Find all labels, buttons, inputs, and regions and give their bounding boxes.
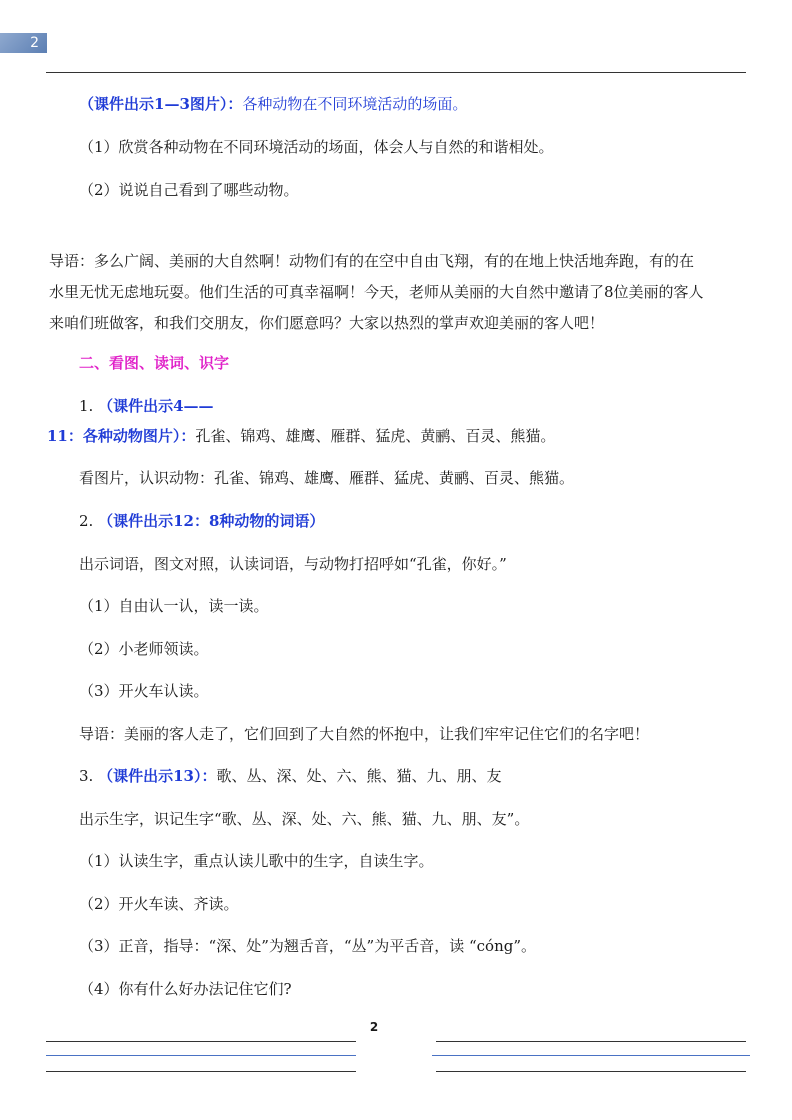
step-2-title: 2. （课件出示12：8种动物的词语） xyxy=(79,512,325,530)
step-3-desc: 出示生字，识记生字“歌、丛、深、处、六、熊、猫、九、朋、友”。 xyxy=(79,810,530,828)
footer-rule-left-top xyxy=(46,1041,356,1042)
step-1-recognize: 看图片，认识动物：孔雀、锦鸡、雄鹰、雁群、猛虎、黄鹂、百灵、熊猫。 xyxy=(79,469,575,487)
step-2-item-3: （3）开火车认读。 xyxy=(79,682,209,700)
step-3-item-1: （1）认读生字，重点认读儿歌中的生字，自读生字。 xyxy=(79,852,434,870)
footer-page-number: 2 xyxy=(369,1020,379,1034)
intro-line-1: 导语：多么广阔、美丽的大自然啊！动物们有的在空中自由飞翔，有的在地上快活地奔跑，有的在 xyxy=(49,252,695,270)
footer-rule-left-mid xyxy=(46,1055,356,1056)
header-rule xyxy=(46,72,746,73)
step-2-item-2: （2）小老师领读。 xyxy=(79,640,209,658)
step-2-desc: 出示词语，图文对照，认读词语，与动物打招呼如“孔雀，你好。” xyxy=(79,555,507,573)
page-number-tab: 2 xyxy=(0,33,47,53)
item-speak: （2）说说自己看到了哪些动物。 xyxy=(79,181,299,199)
step-1-line-b: 11：各种动物图片）：孔雀、锦鸡、雄鹰、雁群、猛虎、黄鹂、百灵、熊猫。 xyxy=(47,427,556,445)
footer-rule-right-mid xyxy=(432,1055,750,1056)
step-3-item-4: （4）你有什么好办法记住它们? xyxy=(79,980,292,998)
courseware-line-1: （课件出示1—3图片）：各种动物在不同环境活动的场面。 xyxy=(79,95,468,113)
intro-line-2: 水里无忧无虑地玩耍。他们生活的可真幸福啊！今天，老师从美丽的大自然中邀请了8位美丽的客人 xyxy=(49,283,704,301)
footer-rule-left-bottom xyxy=(46,1071,356,1072)
step-3-item-2: （2）开火车读、齐读。 xyxy=(79,895,239,913)
footer-rule-right-top xyxy=(436,1041,746,1042)
step-3-title: 3. （课件出示13）：歌、丛、深、处、六、熊、猫、九、朋、友 xyxy=(79,767,502,785)
transition-text: 导语：美丽的客人走了，它们回到了大自然的怀抱中，让我们牢牢记住它们的名字吧！ xyxy=(79,725,650,743)
item-appreciate: （1）欣赏各种动物在不同环境活动的场面，体会人与自然的和谐相处。 xyxy=(79,138,554,156)
step-2-item-1: （1）自由认一认，读一读。 xyxy=(79,597,269,615)
intro-line-3: 来咱们班做客，和我们交朋友，你们愿意吗？大家以热烈的掌声欢迎美丽的客人吧！ xyxy=(49,314,605,332)
section-heading-2: 二、看图、读词、识字 xyxy=(79,354,230,372)
footer-rule-right-bottom xyxy=(436,1071,746,1072)
step-1-line-a: 1. （课件出示4—— xyxy=(79,397,214,415)
step-3-item-3: （3）正音，指导：“深、处”为翘舌音，“丛”为平舌音，读 “cóng”。 xyxy=(79,937,537,955)
